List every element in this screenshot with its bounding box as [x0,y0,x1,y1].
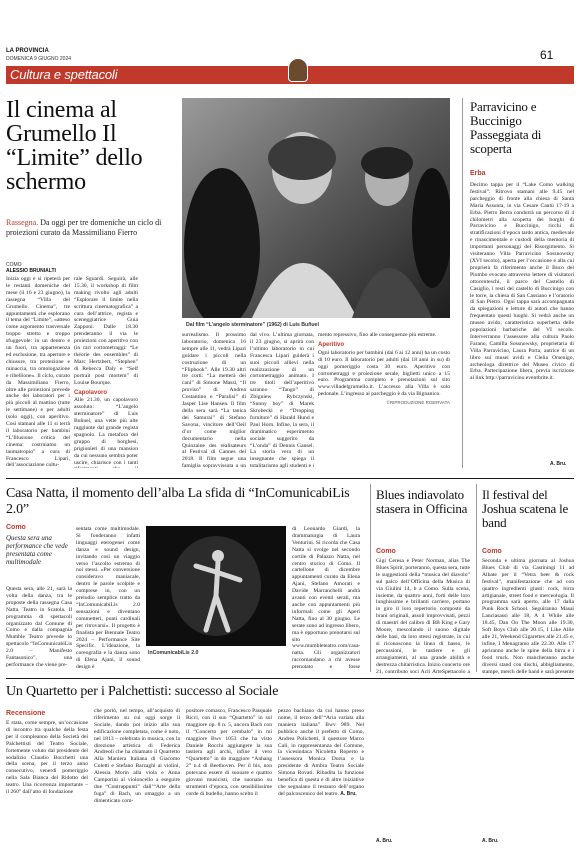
festival-signature: A. Bru. [482,838,499,844]
lead-col-1: Inizia oggi e si ripeterà per le restanti domeniche del mese (il 16 e 23 giugno), la rassegna “Villa del Grumello. Cinema”, tre appuntamenti che esplorano il tema del “Limite”, «atteso come argomento trasversale troppo stretto e troppo sfuggevole: in un dentro e un fuori, tra appartenenza ed esclusione, tra aperture e chiusure, tra protezione e minaccia, tra omologazione e ribellione». Il ciclo, curato da Massimiliano Fierro, oltre alle proiezioni prevede anche dei laboratori per i più piccoli al mattino (tutte le settimane) e per adulti (solo oggi), con aperitivo. Così stamani alle 11 si terrà il laboratorio per bambini “L’Illusione critica del cinema: costruiamo un taumatropio” a cura di Francesco Lipari, dell’associazione cultu- [6,276,70,468]
natta-tag: Como [6,524,26,531]
quartetto-col-1: È stata, come sempre, un’occasione di incontro tra qualche della festa per il compleanno della Società dei Palchettisti del Teatro Sociale, fortemente voluto dal presidente del sodalizio Claudio Bocchetti una della scena, per il terzo anno consecutivo, venerdì pomeriggio nella Sala Bianca del Ridotto del teatro. Una ricorrenza importante – il 260° dall’atto di fondazione [6,720,88,796]
lead-kicker: Rassegna. [6,218,39,227]
issue-date: DOMENICA 9 GIUGNO 2024 [6,56,72,62]
lead-col-5-text: mento repressivo, fino alle conseguenze più estreme. [318,332,437,338]
section-title: Cultura e spettacoli [10,67,118,82]
film-still-image [182,98,450,318]
lead-photo [182,98,450,318]
natta-sub: Questa sera una performance che vede presentata come multimodale [6,534,68,566]
lead-col-2-text: rale Sguardi. Seguirà, alle 15.30, il workshop di film making rivolto agli adulti “Esplorare il limite nella scrittura cinematografica” a cura dell’attrice, regista e sceneggiatrice Guia Zapponi. Dalle 18.30 prenderanno il via le proiezioni con aperitivo con (in rari cortometraggi: “Le théorie des ensembles” di Marc Hertzbert, “Stephen” di Rebecca Daly e “Self portrait post mortem” di Louise Bourque. [74,276,138,386]
page-number: 61 [540,48,554,62]
divider-2 [6,678,574,679]
lead-col-3: surrealismo. Il prossimo laboratorio, domenica 16 sempre alle 11, vedrà Lipari guidare i piccoli nella costruzione di un “Flipbook”. Alle 19.30 altri tre corti: “La metterà dei cani” di Simone Massi, “Il proviso” di Andrea Costantino e “Paralisi” di Jasper Lise Hansen. Il film della sera sarà “La tanica dei Samurai” di Stefano Savona, vincitore dell’Oeil d’or come miglior documentario nella Quinzaine des réalisateurs al Festival di Cannes del 2018. Il film segue una famiglia sopravvissuta a un [182,332,246,468]
natta-photo [146,526,286,646]
festival-headline: Il festival del Joshua scatena le band [482,487,569,530]
blues-headline: Blues indiavolato stasera in Officina [376,487,468,516]
quartetto-tag: Recensione [6,710,46,717]
quartetto-col-3: positore comasco, Francesco Pasquale Ricci, con il suo “Quartetto” in sol maggiore op. 8 n. 5, ancora Bach con il “Concerto per cembalo” in mi maggiore Bwv 1053 che ha visto Daniele Rocchi aggiungere la sua tastiera agli archi, infine il vero “Quartetto” in do maggiore “Anhang 2” n.4 di Beethoven. Per il bis, non potevano essere di suonare e quattro giovani musicisti, che suonano su strumenti d’epoca, con sensibilissime corde di budello, hanno scelto il [186,708,272,797]
blues-divider [370,484,371,672]
lead-col-2 [74,276,138,468]
columnist-portrait [288,58,308,82]
parravicino-signature: A. Bru. [550,461,567,467]
paper-name: LA PROVINCIA [6,48,49,54]
blues-text: Gigi Ceresa e Peter Norman, alias The Blues Spirit, porteranno, questa sera, tutte le suggestioni della “musica del diavolo” sul palco dell’Officina della Musica di via Giulini 14, b a Como. Sulla scena, insieme, da quattro anni, forti delle loro lunghissime e brillanti carriere, portano in giro il loro repertorio composto da brani originali, assoli improvvisati, pezzi di maestri del calibro di BB King e Gary Moore, mescolando il suono digitale delle basi, da loro stessi registrate, in cui si riconoscono la linea di basso, le percussioni, le tastiere e gli arrangiamenti, al una grande abilità e destrezza chitarristica. Inizio concerto ore 21, contributo soci Acli ArteSpettacolo a [376,558,470,674]
natta-col-3 [292,526,360,670]
divider-1 [6,478,574,479]
quartetto-signature: A. Bru. [340,790,357,797]
quartetto-col-4-text: pezzo bachiano da cui hanno preso nome, il terzo dell’“Aria variata alla maniera italiana” Bwv 989. Nel pubblico anche il prefetto di Como, Andrea Polichetti, il questore Marco Calì, in rappresentanza del Comune, la vicesindaca Nicoletta Roperto e l’assessora Monica Dorsa e la presidente di Ambra Teatro Sociale Simona Rovati. Ribadita la funzione benefica di questa e di altre iniziative che segnalano il restauro dell’organo del palcoscenico del teatro. [278,708,364,797]
parravicino-headline: Parravicino e Buccinigo Passeggiata di scoperta [470,99,542,156]
quartetto-col-2: che portò, nel tempo, all’acquisto di riferimento su cui oggi sorge il Sociale, dando poi inizio alla sua edificazione completata, come è noto, nel 1813 – celebrata in musica, con la direzione artistica di Federica Andreoli che ha chiamato il Quartetto Alla Maniera Italiana di Giacomo Coletti e Stefano Barzaghi ai violini, Alessia Morin alla viola e Anna Camporini al violoncello a eseguire due “Contrappunti” dall’“Arte della fuga” di Bach, un omaggio a un dimenticato com- [94,708,180,804]
lead-place: COMO [6,262,22,268]
natta-col-3-text: di Leonardo Giardi, la drammaturgia di Laura Venturini. Si ricorda che Casa Natta si svolge nel secondo cortile di Palazzo Natta, nel centro storico di Como. Il cartellone di dicembre appuntamenti curato da Elena Ajani, Stefano Amorati e Davide Marranchelli andrà avanti con eventi serali, ma anche con appuntamenti più informali come gli Aperi Natta, fino al 30 giugno. Le serate sono ad ingresso libero, ma è opportuno prenotarsi sul sito www.mumbleteatro.com/casa-natta. Gli organizzatori raccomandano a chi avesse prenotato e fosse [292,526,360,670]
lead-headline: Il cinema al Grumello Il “Limite” dello schermo [6,97,143,195]
lead-col-4: dal vivo. L’ultima giornata, il 23 giugno, si aprirà con l’ultimo laboratorio in cui Francesca Lipari guiderà i suoi piccoli allievi nella realizzazione di un cortometraggio animato. I tre titoli dell’aperitivo saranno “Tango” di Zbigniew Rybczynski, “Sunny boy” di Marek Skrobecki e “Dropping furniture” di Harald Hund e Paul Horn. Infine, la sera, il drammatico esperimento sociale suggerito da “L’onda” di Dennis Gansel. La storia vera di un insegnante che spiega il totalitarismo agli studenti e i [250,332,314,468]
natta-headline: Casa Natta, il momento dell’alba La sfida di “InComunicabiLis 2.0” [6,486,350,517]
lead-photo-caption: Dal film “L’angelo sterminatore” (1962) di Luis Buñuel [186,322,319,328]
sidebar-divider [462,98,463,468]
festival-tag: Como [482,548,502,555]
lead-col-5-head: Aperitivo [318,341,345,348]
natta-photo-caption: InComunicabiLis 2.0 [148,650,199,656]
lead-subhead-block [6,218,171,237]
lead-author: ALESSIO BRUNIALTI [6,268,56,274]
blues-signature: A. Bru. [376,838,393,844]
natta-col-2: sentata come multimodale. Si fonderanno infatti linguaggi eterogenei come danza e sound design, invitando così un viaggio verso l’ascolto estremo di noi stessi. «Per conversione consideravo maniacale, dentro le parole scolpite e comprese in, con un preludio semplice tratto da “InComunicabiLis 2.0 sensazioni e diventano commetteri, punti cardinali per ritrovarsi». Il progetto è finalista per Biennale Teatro 2024 – Performance Site Specific. L’ideazione, la coreografia e la danza sono di Elena Ajani, il sound design è [76,526,140,670]
lead-col-2-head: Capolavoro [74,389,108,396]
festival-text: Seconda e ultima giornata al Joshua Blues Club di via Castiningi 11 ad Albate per il “Vetra beer & rock festival”, manifestazione che ad con quattro ingredienti giusti: rock, birra artigianale, street food e merceologia. Il programma sarà aperto, alle 17 dalla Punk Rock School. Seguiranno Masai Lanciasassi alle 18, A 4 While alle 18.45, Dan On The Moon alle 19.30, Soft Boys Club alle 20.15, I Like Allie alle 21, Weekend Cigarettes alle 21.45 e, infine, I Menagramo alle 22.30. Alle 17 apriranno anche le spine della birra e i food truck. Non mancheranno anche diversi stand con dischi, abbigliamento, stampe, merch delle band e sarà presente [482,558,574,674]
natta-col-1: Questa sera, alle 21, sarà la volta della danza, tra le proposte della rassegna Casa Natta. Teatro in Scatola. Il programma di spettacoli organizzato dal Comune di Como e dalla compagnia Mumble Teatro prevede lo spettacolo “InComunicabiLis 2.0 – Manifesto Fantasonico”, una performance che viene pre- [6,586,72,668]
dancer-image [146,526,286,646]
lead-col-5b-text: Ogni laboratorio per bambini (dai 6 ai 12 anni) ha un costo di 10 euro. Il laboratorio per adulti (dai 18 anni in su) di oggi pomeriggio costa 30 euro. Aperitivo con cortometraggi e proiezione serale, biglietti unico a 15 euro. Programma completo e prenotazioni sul sito www.villadelgrumello.it. L’accesso alla Villa è solo pedonale. L’ingresso al parcheggio è da via Bignanico. [318,349,450,398]
lead-col-5 [318,332,450,468]
lead-col-2b-text: Alle 21.30, un capolavoro assoluto: “L’angelo sterminatore” di Luis Buñuel, una vette più alte raggiunte dal grande regista spagnolo. La metafora del gruppo di borghesi, prigionieri di una mansion da cui nessuno sembra poter uscire, chiarisce con i tanti [74,397,138,466]
section-bar [6,66,574,84]
parravicino-text: Decimo tappa per il “Lake Como walking festival”. Ritrovo stamani alle 9.45 nel parcheggio di fronte alla chiesa di Santa Maria Assunta, in via Cesare Cantù 17-19 a Erba. Pietro Berra condurrà un percorso di 4 chilometri alla scoperta dei borghi di Parravicino e Buccinigo, ricchi di stratificazioni d’epoca tardo antica, medievale e rinascimentale e custodi della memoria di importanti personaggi del Risorgimento. Si visiteranno Villa Parravicino Sossnowsky (XVI secolo), aperta per l’occasione e alla cui proprietà fa riferimento anche il Buco del Piombo evocato attraverso lettere di visitatori ottocenteschi, il parco del Castello di Casiglio, i resti del castello di Buccinigo con le torre, la chiesa di San Cassiano e l’oratorio di San Pietro. Ogni tappa sarà accompagnata da spiegazioni e letture di autori che hanno frequentato questi luoghi. Si vedrà anche un museo avido, caratteristica superbetta delle popolazioni barbariche del VI secolo. Interverranno l’assessore alla cultura Paolo Farano, Camilla Sossnowsky, proprietaria di Villa Parravicino, Laura Porta, autrice di un libro sui musei avidi e Clelia Orsenigo, archeologa direttrice del Museo civico di Erba. Partecipazione libera, previa iscrizione al link http://parravicino.eventbrite.it. [470,182,574,382]
festival-divider [476,484,477,672]
parravicino-tag: Erba [470,170,486,177]
quartetto-col-4 [278,708,364,844]
blues-tag: Como [376,548,396,555]
lead-copyright: ©RIPRODUZIONE RISERVATA [386,400,450,406]
lead-subhead: Da oggi per tre domeniche un ciclo di proiezioni curato da Massimiliano Fierro [6,218,162,237]
quartetto-headline: Un Quartetto per i Palchettisti: successo al Sociale [6,684,279,699]
